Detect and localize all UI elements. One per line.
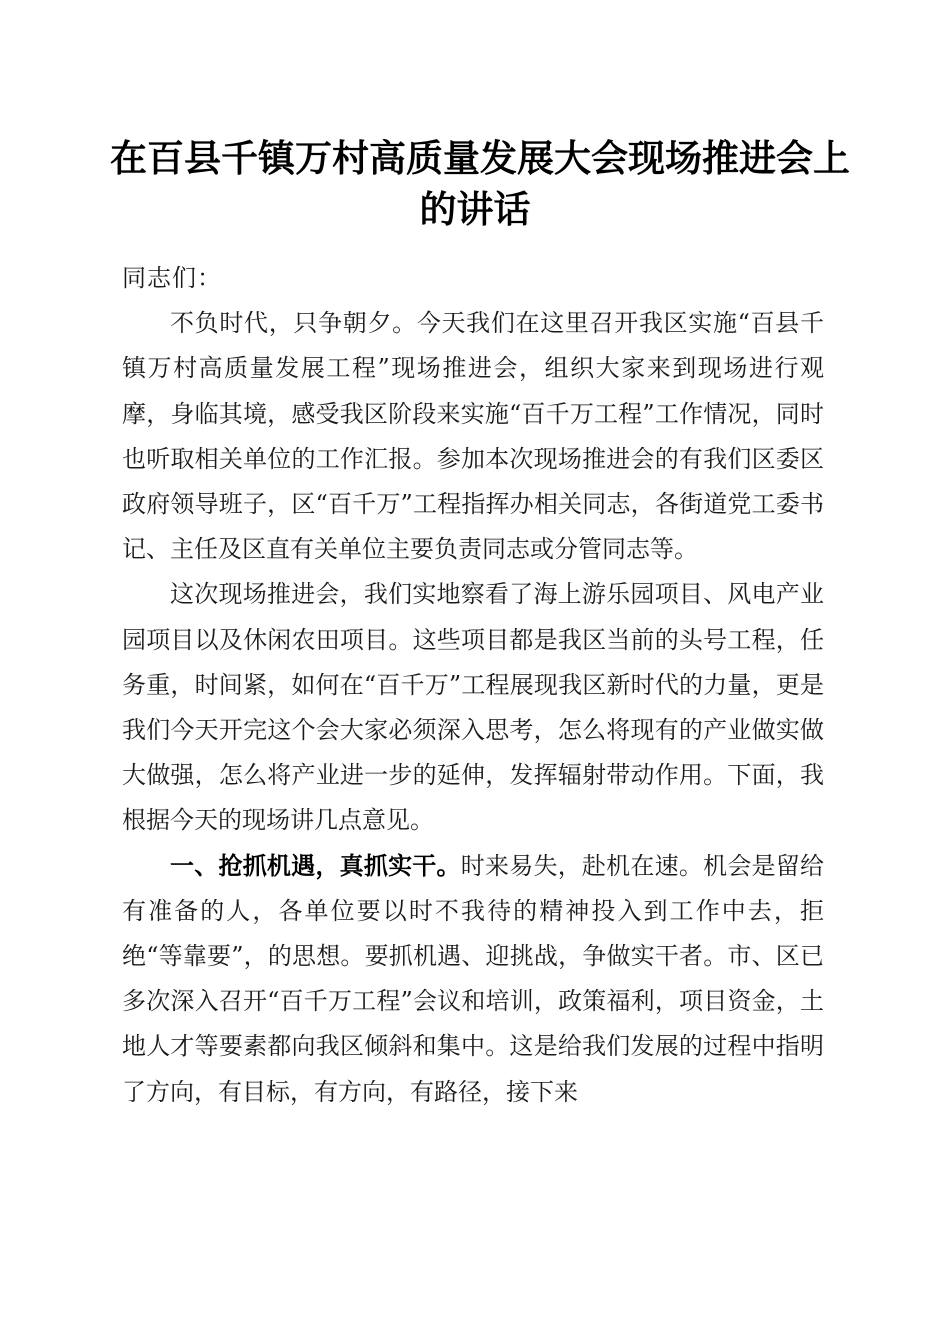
greeting: 同志们： xyxy=(122,264,222,292)
title-line-1: 在百县千镇万村高质量发展大会现场推进会上 xyxy=(110,136,850,180)
section-1-heading: 一、抢抓机遇，真抓实干。 xyxy=(170,851,461,880)
paragraph-intro: 不负时代，只争朝夕。今天我们在这里召开我区实施“百县千镇万村高质量发展工程”现场推进会，组织大家来到现场进行观摩，身临其境，感受我区阶段来实施“百千万工程”工作情况，同时也听取相关单位的工作汇报。参加本次现场推进会的有我们区委区政府领导班子，区“百千万”工程指挥办相关同志，各街道党工委书记、主任及区直有关单位主要负责同志或分管同志等。 xyxy=(122,309,824,564)
document-title xyxy=(110,133,850,235)
paragraph-site-visit: 这次现场推进会，我们实地察看了海上游乐园项目、风电产业园项目以及休闲农田项目。这些项目都是我区当前的头号工程，任务重，时间紧，如何在“百千万”工程展现我区新时代的力量，更是我们今天开完这个会大家必须深入思考，怎么将现有的产业做实做大做强，怎么将产业进一步的延伸，发挥辐射带动作用。下面，我根据今天的现场讲几点意见。 xyxy=(122,580,824,835)
section-1-paragraph xyxy=(122,844,824,1115)
document-body xyxy=(122,256,824,1115)
title-line-2: 的讲话 xyxy=(419,187,531,231)
section-1-text: 时来易失，赴机在速。机会是留给有准备的人，各单位要以时不我待的精神投入到工作中去，拒绝“等靠要”，的思想。要抓机遇、迎挑战，争做实干者。市、区已多次深入召开“百千万工程”会议和培训，政策福利，项目资金，土地人才等要素都向我区倾斜和集中。这是给我们发展的过程中指明了方向，有目标，有方向，有路径，接下来 xyxy=(122,851,825,1106)
